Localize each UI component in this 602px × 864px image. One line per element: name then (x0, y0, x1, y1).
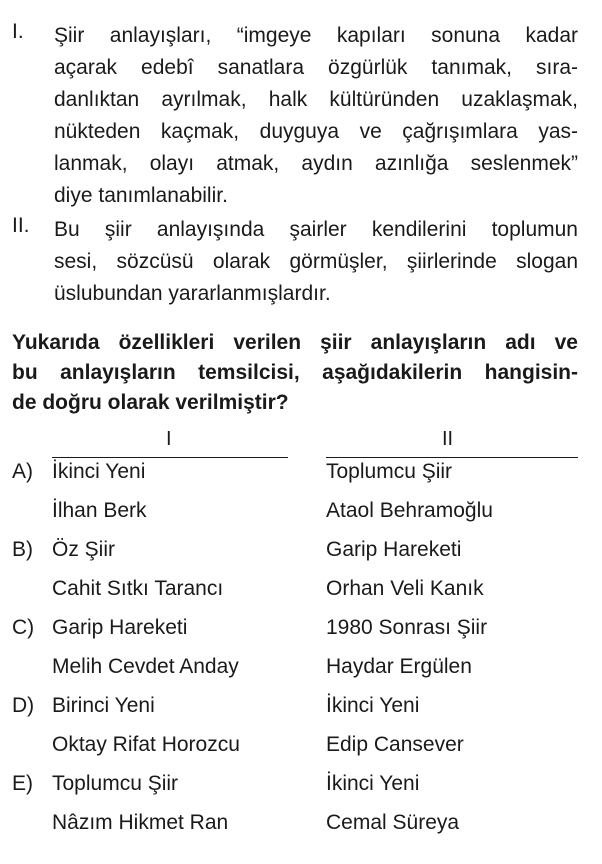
statement-line: diye tanımlanabilir. (54, 184, 228, 207)
option-col2-bottom: Ataol Behramoğlu (326, 499, 493, 522)
option-col1-top: Toplumcu Şiir (52, 772, 179, 795)
option-col2-bottom: Cemal Süreya (326, 811, 460, 834)
question-line: Yukarıda özellikleri verilen şiir anlayışların adı ve (12, 331, 578, 354)
option-col2-top: İkinci Yeni (326, 694, 420, 717)
option-col2-bottom: Edip Cansever (326, 733, 464, 756)
option-col2-bottom: Haydar Ergülen (326, 655, 472, 678)
statement-line: Şiir anlayışları, “imgeye kapıları sonuna kadar (54, 24, 578, 47)
column-rule-2 (326, 457, 578, 458)
statement-line: danlıktan ayrılmak, halk kültüründen uzaklaşmak, (54, 88, 578, 111)
option-letter: E) (12, 772, 33, 795)
statement-numeral: II. (12, 214, 30, 237)
option-letter: D) (12, 694, 35, 717)
option-col1-top: Öz Şiir (52, 538, 115, 561)
option-col2-top: Garip Hareketi (326, 538, 462, 561)
statement-line: üslubundan yararlanmışlardır. (54, 282, 331, 305)
statement-line: açarak edebî sanatlara özgürlük tanımak, sıra- (54, 56, 578, 79)
option-letter: A) (12, 460, 33, 483)
option-col2-bottom: Orhan Veli Kanık (326, 577, 484, 600)
column-header-1: I (166, 428, 172, 450)
option-col1-bottom: Nâzım Hikmet Ran (52, 811, 229, 834)
option-letter: B) (12, 538, 33, 561)
option-letter: C) (12, 616, 35, 639)
option-col1-bottom: Oktay Rifat Horozcu (52, 733, 240, 756)
question-line: de doğru olarak verilmiştir? (12, 391, 289, 414)
question-line: bu anlayışların temsilcisi, aşağıdakilerin hangisin- (12, 361, 578, 384)
option-col2-top: Toplumcu Şiir (326, 460, 453, 483)
statement-line: nükteden kaçmak, duyguya ve çağrışımlara yas- (54, 120, 578, 143)
statement-line: lanmak, olayı atmak, aydın azınlığa seslenmek” (54, 152, 578, 175)
option-col1-top: İkinci Yeni (52, 460, 146, 483)
statement-line: sesi, sözcüsü olarak görmüşler, şiirlerinde slogan (54, 250, 578, 273)
option-col1-bottom: İlhan Berk (52, 499, 147, 522)
option-col1-bottom: Melih Cevdet Anday (52, 655, 239, 678)
column-rule-1 (52, 457, 288, 458)
option-col1-top: Garip Hareketi (52, 616, 188, 639)
option-col2-top: 1980 Sonrası Şiir (326, 616, 488, 639)
statement-numeral: I. (12, 20, 24, 43)
column-header-2: II (442, 428, 454, 450)
statement-line: Bu şiir anlayışında şairler kendilerini toplumun (54, 218, 578, 241)
option-col1-top: Birinci Yeni (52, 694, 155, 717)
option-col1-bottom: Cahit Sıtkı Tarancı (52, 577, 224, 600)
option-col2-top: İkinci Yeni (326, 772, 420, 795)
